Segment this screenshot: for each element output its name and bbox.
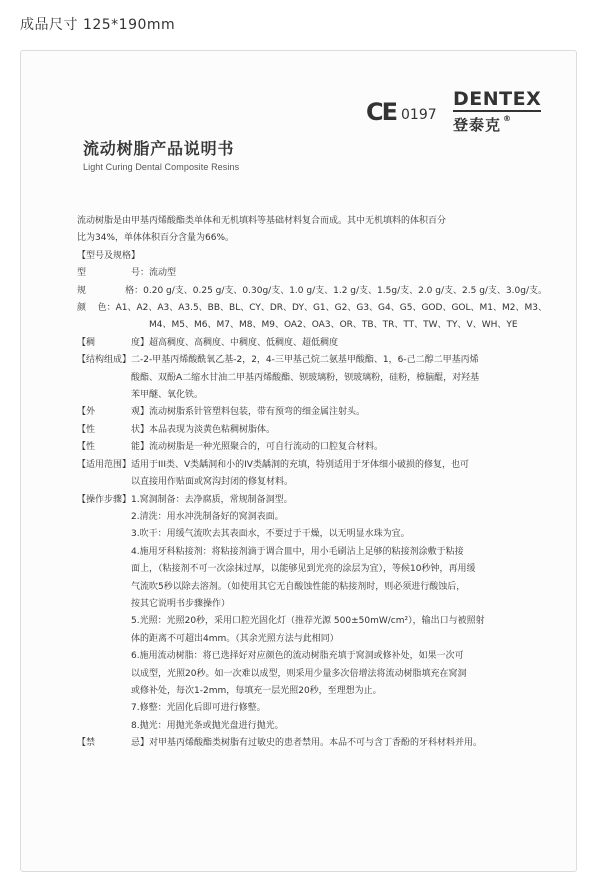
step-5-line-1: 5.光照：光照20秒，采用口腔光固化灯（推荐光源 500±50mW/cm²），输出口与被照射 [131, 616, 485, 627]
registered-mark: ® [503, 114, 513, 123]
intro-line-2: 比为34%，单体体积百分含量为66%。 [77, 233, 235, 244]
viscosity-value: 度】超高稠度、高稠度、中稠度、低稠度、超低稠度 [131, 337, 339, 348]
brand-name-cn: 登泰克 ® [453, 114, 513, 134]
step-5-line-2: 体的距离不可超出4mm。（其余光照方法与此相同） [131, 633, 339, 644]
step-4-line-1: 4.施用牙科粘接剂：将粘接剂滴于调合皿中，用小毛刷沾上足够的粘接剂涂敷于粘接 [131, 546, 464, 557]
spec-value: 格：0.20 g/支、0.25 g/支、0.30g/支、1.0 g/支、1.2 g/支、1.5g/支、2.0 g/支、2.5 g/支、3.0g/支。 [125, 285, 547, 296]
step-3: 3.吹干：用缓气流吹去其表面水，不要过于干燥，以无明显水珠为宜。 [131, 529, 410, 540]
step-6-line-3: 或修补处，每次1-2mm，每填充一层光照20秒，至理想为止。 [131, 685, 382, 696]
viscosity-row [77, 335, 547, 352]
performance-label: 【性 [77, 442, 96, 453]
spec-row [77, 283, 547, 300]
appearance-value: 观】流动树脂系针管塑料包装，带有预弯的细金属注射头。 [131, 407, 366, 418]
color-row [77, 300, 547, 317]
step-2: 2.清洗：用水冲洗制备好的窝洞表面。 [131, 511, 284, 522]
document-title: 流动树脂产品说明书 [83, 139, 235, 158]
step-7: 7.修整：光固化后即可进行修整。 [131, 703, 266, 714]
instruction-sheet [20, 50, 577, 872]
brand-logo [453, 89, 541, 135]
document-body [77, 213, 547, 753]
type-label: 型 [77, 268, 87, 279]
scope-line-1: 适用于III类、V类龋洞和小的IV类龋洞的充填，特别适用于牙体细小破损的修复，也可 [131, 459, 469, 470]
composition-label: 【结构组成】 [77, 355, 132, 366]
composition-line-2: 酸酯、双酚A二缩水甘油二甲基丙烯酸酯、钡玻璃粉，钡玻璃粉，硅粉，樟脑醌，对羟基 [131, 372, 480, 383]
appearance-row [77, 404, 547, 421]
brand-name-en: DENTEX [453, 88, 542, 110]
performance-value: 能】流动树脂是一种光照聚合的，可自行流动的口腔复合材料。 [131, 442, 384, 453]
finished-size-label: 成品尺寸 125*190mm [20, 17, 176, 33]
color-value-cont: M4、M5、M6、M7、M8、M9、OA2、OA3、OR、TB、TR、TT、TW、TY、V、WH、YE [149, 320, 518, 331]
step-4-line-2: 面上，（粘接剂不可一次涂抹过厚，以能够见到光亮的涂层为宜），等候10秒钟，再用缓 [131, 564, 476, 575]
color-label: 颜 [77, 303, 87, 314]
composition-line-3: 苯甲醚、氧化铁。 [131, 390, 204, 401]
section-model-spec: 【型号及规格】 [77, 250, 141, 261]
ce-mark-logo: CE [366, 98, 397, 126]
steps-label: 【操作步骤】 [77, 494, 132, 505]
composition-line-1: 二-2-甲基丙烯酸酰氧乙基-2，2，4-三甲基己烷二氨基甲酸酯、1，6-己二醇二甲基丙烯 [131, 355, 479, 366]
contraindication-value: 忌】对甲基丙烯酸酯类树脂有过敏史的患者禁用。本品不可与含丁香酚的牙科材料并用。 [131, 738, 483, 749]
type-row [77, 265, 547, 282]
property-value: 状】本品表现为淡黄色粘稠树脂体。 [131, 424, 276, 435]
step-6-line-2: 以成型，光照20秒。如一次难以成型，则采用少量多次倍增法将流动树脂填充在窝洞 [131, 668, 467, 679]
document-subtitle: Light Curing Dental Composite Resins [83, 162, 240, 172]
step-6-line-1: 6.施用流动树脂：将已选择好对应颜色的流动树脂充填于窝洞或修补处，如果一次可 [131, 651, 464, 662]
step-8: 8.抛光：用抛光条或抛光盘进行抛光。 [131, 720, 284, 731]
intro-line-1: 流动树脂是由甲基丙烯酸酯类单体和无机填料等基础材料复合而成。其中无机填料的体积百分 [77, 216, 447, 226]
step-4-line-4: 按其它说明书步骤操作） [131, 598, 231, 609]
scope-line-2: 以直接用作贴面或窝沟封闭的修复材料。 [131, 477, 294, 488]
appearance-label: 【外 [77, 407, 96, 418]
steps-row [77, 492, 547, 509]
step-1: 1.窝洞制备：去净腐质，常规制备洞型。 [131, 494, 293, 505]
viscosity-label: 【稠 [77, 337, 96, 348]
step-4-line-3: 气流吹5秒以除去溶剂。（如使用其它无自酸蚀性能的粘接剂时，则必须进行酸蚀后， [131, 581, 466, 592]
performance-row [77, 439, 547, 456]
spec-label: 规 [77, 285, 87, 296]
scope-label: 【适用范围】 [77, 459, 132, 470]
property-label: 【性 [77, 424, 96, 435]
composition-row [77, 352, 547, 369]
contraindication-row [77, 735, 547, 752]
ce-notified-body-number: 0197 [401, 107, 437, 123]
contraindication-label: 【禁 [77, 738, 96, 749]
scope-row [77, 457, 547, 474]
property-row [77, 422, 547, 439]
color-value: 色：A1、A2、A3、A3.5、BB、BL、CY、DR、DY、G1、G2、G3、G4、G5、GOD、GOL、M1、M2、M3、 [97, 303, 547, 314]
type-value: 号：流动型 [131, 268, 177, 279]
